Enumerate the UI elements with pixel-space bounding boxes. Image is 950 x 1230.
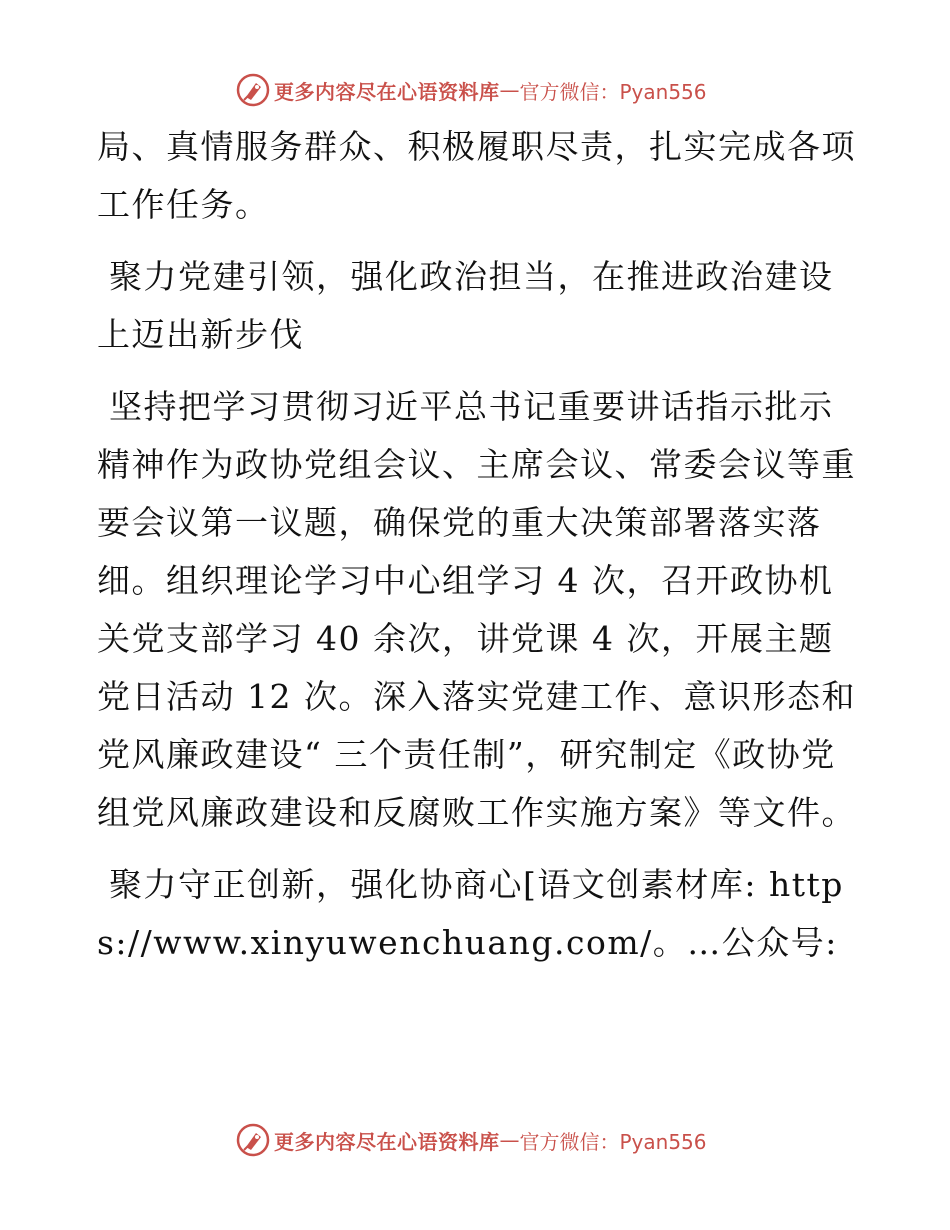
watermark-main-text: 更多内容尽在心语资料库 [274, 79, 500, 104]
watermark-main-text: 更多内容尽在心语资料库 [274, 1129, 500, 1154]
paragraph-body: 坚持把学习贯彻习近平总书记重要讲话指示批示精神作为政协党组会议、主席会议、常委会议等重要会议第一议题，确保党的重大决策部署落实落细。组织理论学习中心组学习 4 次，召开政协机关党支部学习 40 余次，讲党课 4 次，开展主题党日活动 12 次。深入落实党建工作、意识形态和党风廉政建设“ 三个责任制”，研究制定《政协党组党风廉政建设和反腐败工作实施方案》等文件。 [97, 387, 856, 832]
watermark-wechat-text: 官方微信：Pyan556 [519, 79, 707, 104]
watermark-wechat-text: 官方微信：Pyan556 [519, 1129, 707, 1154]
section-heading-2: 聚力守正创新，强化协商心[语文创素材库: https://www.xinyuwenchuang.com/。…公众号: [97, 865, 844, 962]
watermark-separator: — [499, 78, 520, 102]
paragraph-continuation: 局、真情服务群众、积极履职尽责，扎实完成各项工作任务。 [97, 127, 856, 224]
section-heading: 聚力党建引领，强化政治担当，在推进政治建设上迈出新步伐 [97, 257, 834, 354]
fountain-pen-seal-icon [236, 1123, 270, 1157]
document-body [97, 118, 857, 986]
header-watermark [236, 70, 716, 110]
fountain-pen-seal-icon [236, 73, 270, 107]
footer-watermark [236, 1120, 716, 1160]
watermark-separator: — [499, 1128, 520, 1152]
